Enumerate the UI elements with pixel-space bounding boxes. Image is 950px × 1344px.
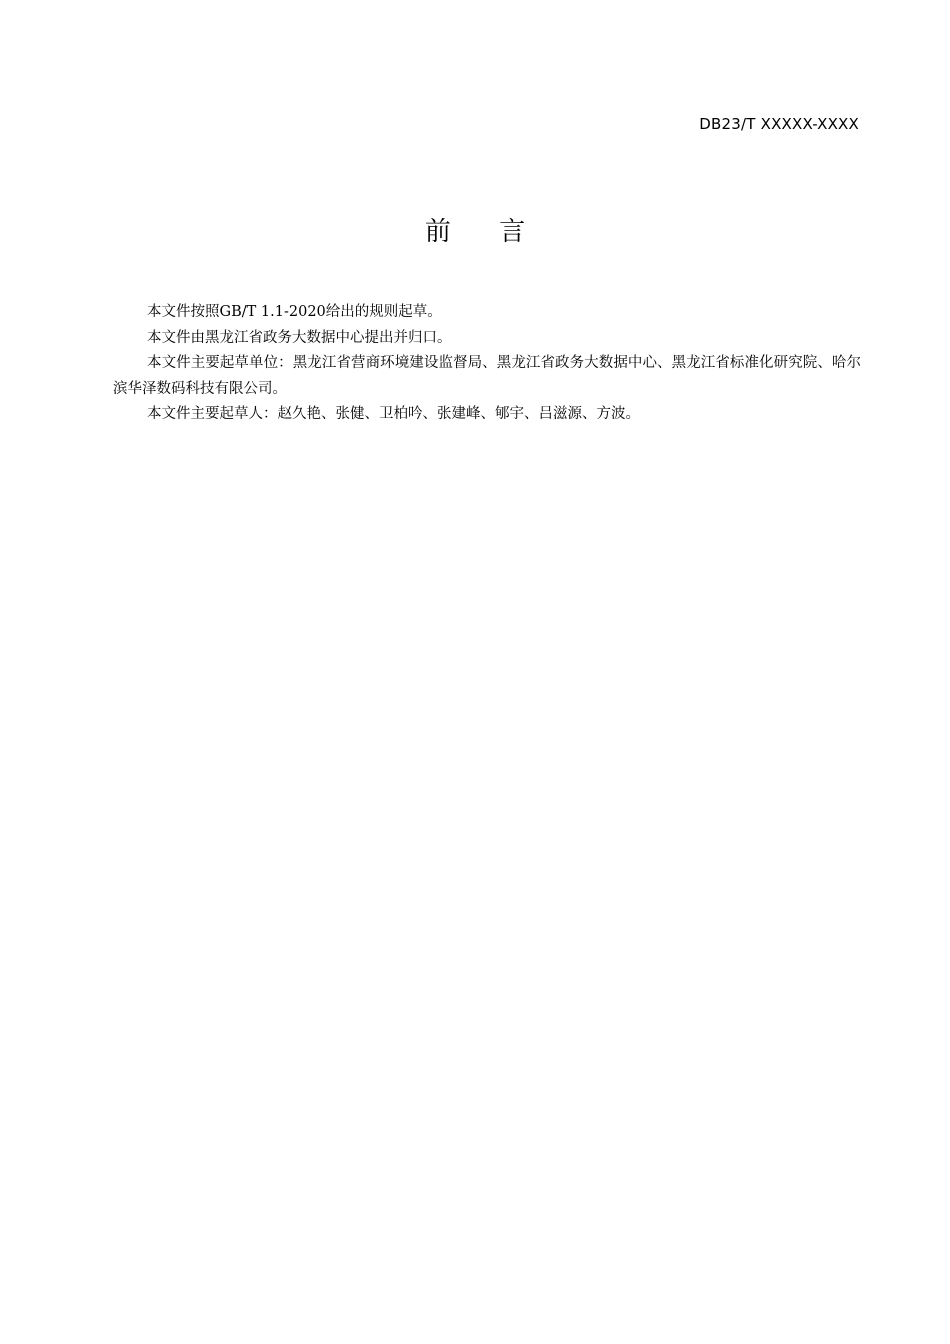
- paragraph-drafting-rules: 本文件按照GB/T 1.1-2020给出的规则起草。: [147, 304, 442, 320]
- page-title: 前 言: [424, 217, 546, 247]
- paragraph-drafters: 本文件主要起草人：赵久艳、张健、卫柏吟、张建峰、郇宇、吕滋源、方波。: [147, 406, 640, 422]
- foreword-body: [113, 300, 861, 428]
- document-code: DB23/T XXXXX-XXXX: [699, 115, 859, 133]
- paragraph-drafting-units: 本文件主要起草单位：黑龙江省营商环境建设监督局、黑龙江省政务大数据中心、黑龙江省标准化研究院、哈尔滨华泽数码科技有限公司。: [113, 355, 861, 397]
- paragraph-proposer: 本文件由黑龙江省政务大数据中心提出并归口。: [147, 329, 452, 346]
